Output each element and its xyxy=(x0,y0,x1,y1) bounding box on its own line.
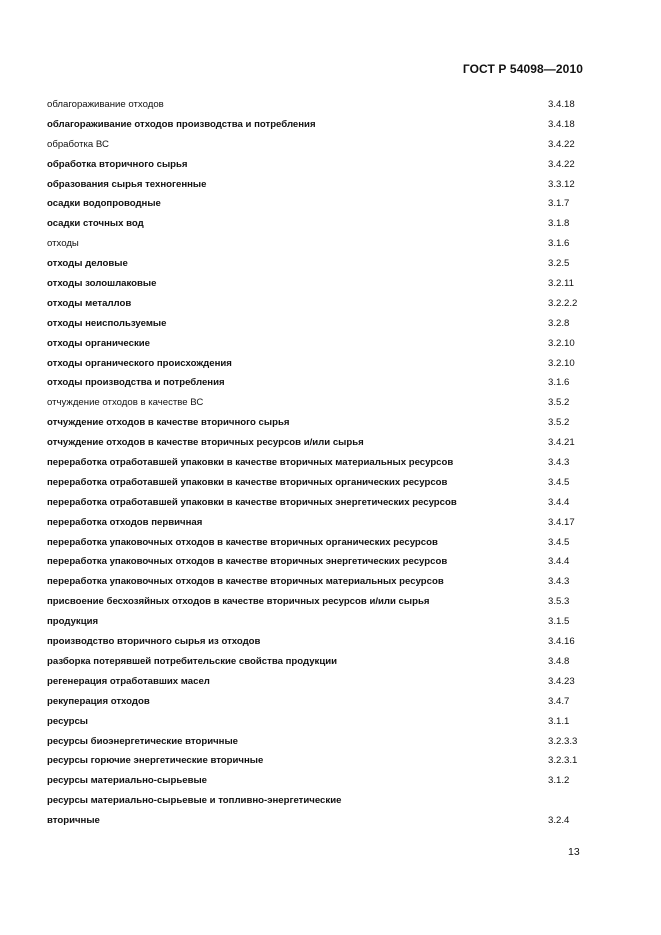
index-reference: 3.1.6 xyxy=(548,377,570,389)
index-term: отходы деловые xyxy=(47,258,128,270)
index-entry xyxy=(47,635,592,655)
index-reference: 3.1.6 xyxy=(548,238,570,250)
index-term: переработка отходов первичная xyxy=(47,516,203,528)
index-entry xyxy=(47,496,592,516)
index-reference: 3.2.5 xyxy=(548,258,570,270)
index-term: отходы золошлаковые xyxy=(47,278,157,290)
index-term: отходы металлов xyxy=(47,297,132,309)
index-reference: 3.4.3 xyxy=(548,457,570,469)
index-term: отходы органические xyxy=(47,337,150,349)
index-entry xyxy=(47,257,592,277)
index-reference: 3.5.2 xyxy=(548,417,570,429)
index-entry xyxy=(47,217,592,237)
index-term: разборка потерявшей потребительские свойства продукции xyxy=(47,655,338,667)
index-reference: 3.1.5 xyxy=(548,616,570,628)
index-reference: 3.4.4 xyxy=(548,556,570,568)
index-term: рекуперация отходов xyxy=(47,695,150,707)
index-entry xyxy=(47,536,592,556)
index-entry xyxy=(47,98,592,118)
index-entry xyxy=(47,735,592,755)
index-reference: 3.4.23 xyxy=(548,675,575,687)
index-entry xyxy=(47,436,592,456)
index-entry xyxy=(47,715,592,735)
index-entry xyxy=(47,416,592,436)
index-entry xyxy=(47,814,592,834)
index-reference: 3.4.3 xyxy=(548,576,570,588)
index-reference: 3.1.8 xyxy=(548,218,570,230)
index-term: ресурсы материально-сырьевые и топливно-энергетические xyxy=(47,795,342,807)
document-header: ГОСТ Р 54098—2010 xyxy=(462,62,583,76)
index-term: ресурсы биоэнергетические вторичные xyxy=(47,735,238,747)
index-reference: 3.2.3.1 xyxy=(548,755,578,767)
index-reference: 3.4.8 xyxy=(548,655,570,667)
index-reference: 3.5.3 xyxy=(548,596,570,608)
index-term: обработка ВС xyxy=(47,138,109,150)
index-entry xyxy=(47,138,592,158)
index-term: отходы органического происхождения xyxy=(47,357,232,369)
index-reference: 3.2.10 xyxy=(548,357,575,369)
index-reference: 3.5.2 xyxy=(548,397,570,409)
index-entry xyxy=(47,476,592,496)
index-reference: 3.4.5 xyxy=(548,536,570,548)
index-term: осадки водопроводные xyxy=(47,198,161,210)
index-term: отходы производства и потребления xyxy=(47,377,225,389)
index-entry xyxy=(47,297,592,317)
index-term: отчуждение отходов в качестве вторичного сырья xyxy=(47,417,290,429)
page-number: 13 xyxy=(568,846,580,858)
index-entry xyxy=(47,754,592,774)
index-term: переработка отработавшей упаковки в качестве вторичных материальных ресурсов xyxy=(47,457,454,469)
index-reference: 3.1.1 xyxy=(548,715,570,727)
index-term: ресурсы горючие энергетические вторичные xyxy=(47,755,264,767)
index-term: регенерация отработавших масел xyxy=(47,675,210,687)
index-term: осадки сточных вод xyxy=(47,218,144,230)
index-reference: 3.4.7 xyxy=(548,695,570,707)
index-term: переработка отработавшей упаковки в качестве вторичных энергетических ресурсов xyxy=(47,496,457,508)
index-term: образования сырья техногенные xyxy=(47,178,207,190)
index-reference: 3.1.2 xyxy=(548,775,570,787)
index-entry xyxy=(47,655,592,675)
index-reference: 3.4.5 xyxy=(548,476,570,488)
index-entry xyxy=(47,277,592,297)
index-term: переработка упаковочных отходов в качестве вторичных материальных ресурсов xyxy=(47,576,444,588)
index-term: отходы неиспользуемые xyxy=(47,317,167,329)
index-reference: 3.2.2.2 xyxy=(548,297,578,309)
index-entry xyxy=(47,178,592,198)
index-entry xyxy=(47,575,592,595)
index-entry xyxy=(47,396,592,416)
index-reference: 3.2.4 xyxy=(548,815,570,827)
index-term: облагораживание отходов xyxy=(47,99,164,110)
index-term: переработка отработавшей упаковки в качестве вторичных органических ресурсов xyxy=(47,476,448,488)
index-term: присвоение бесхозяйных отходов в качестве вторичных ресурсов и/или сырья xyxy=(47,596,430,608)
index-reference: 3.4.22 xyxy=(548,158,575,170)
index-reference: 3.2.3.3 xyxy=(548,735,578,747)
index-term: отчуждение отходов в качестве вторичных ресурсов и/или сырья xyxy=(47,437,364,449)
index-entry xyxy=(47,774,592,794)
index-entry xyxy=(47,595,592,615)
index-entry xyxy=(47,118,592,138)
index-reference: 3.2.8 xyxy=(548,317,570,329)
index-term: вторичные xyxy=(47,815,100,827)
index-term: ресурсы xyxy=(47,715,89,727)
index-entry xyxy=(47,615,592,635)
index-entry xyxy=(47,158,592,178)
index-reference: 3.4.4 xyxy=(548,496,570,508)
index-term: отходы xyxy=(47,238,79,250)
index-reference: 3.3.12 xyxy=(548,178,575,190)
term-index-list xyxy=(47,98,592,834)
index-entry xyxy=(47,237,592,257)
index-term: переработка упаковочных отходов в качестве вторичных энергетических ресурсов xyxy=(47,556,448,568)
index-entry xyxy=(47,357,592,377)
index-reference: 3.4.17 xyxy=(548,516,575,528)
index-reference: 3.2.10 xyxy=(548,337,575,349)
index-term: ресурсы материально-сырьевые xyxy=(47,775,207,787)
index-reference: 3.4.22 xyxy=(548,138,575,150)
index-entry xyxy=(47,794,592,814)
index-entry xyxy=(47,675,592,695)
index-reference: 3.4.18 xyxy=(548,99,575,110)
index-reference: 3.4.18 xyxy=(548,118,575,130)
index-term: переработка упаковочных отходов в качестве вторичных органических ресурсов xyxy=(47,536,438,548)
index-reference: 3.4.16 xyxy=(548,636,575,648)
index-entry xyxy=(47,555,592,575)
index-term: производство вторичного сырья из отходов xyxy=(47,636,261,648)
index-term: продукция xyxy=(47,616,99,628)
index-entry xyxy=(47,197,592,217)
index-entry xyxy=(47,337,592,357)
index-entry xyxy=(47,317,592,337)
index-reference: 3.1.7 xyxy=(548,198,570,210)
index-entry xyxy=(47,376,592,396)
index-reference: 3.4.21 xyxy=(548,437,575,449)
index-term: отчуждение отходов в качестве ВС xyxy=(47,397,204,409)
index-reference: 3.2.11 xyxy=(548,278,574,290)
index-entry xyxy=(47,695,592,715)
index-entry xyxy=(47,516,592,536)
index-entry xyxy=(47,456,592,476)
index-term: облагораживание отходов производства и потребления xyxy=(47,118,316,130)
index-term: обработка вторичного сырья xyxy=(47,158,188,170)
